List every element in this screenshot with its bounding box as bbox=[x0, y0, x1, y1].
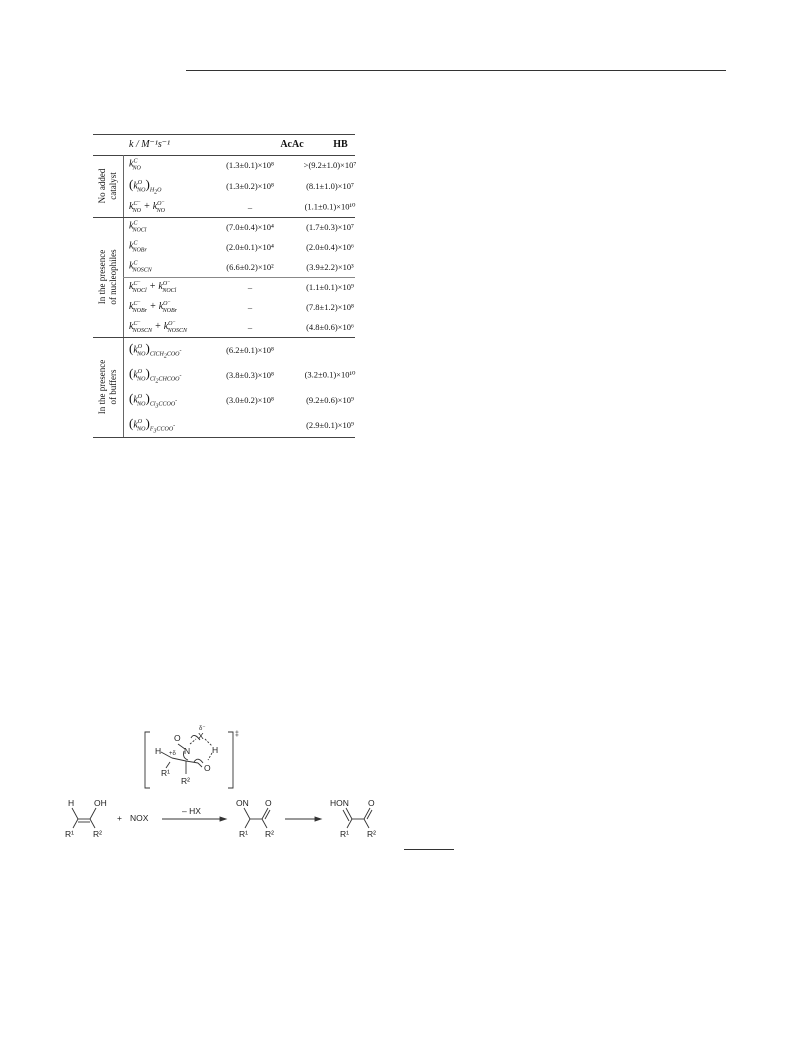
table-row bbox=[123, 362, 355, 387]
reaction-scheme bbox=[60, 726, 400, 841]
top-rule bbox=[186, 70, 726, 71]
hb-value: (4.8±0.6)×10⁶ bbox=[306, 322, 354, 332]
product-r1: R¹ bbox=[340, 829, 349, 839]
product-hon: HON bbox=[330, 798, 349, 808]
nox-reagent: NOX bbox=[130, 813, 149, 823]
oxime-product bbox=[343, 808, 372, 828]
rate-constant-symbol: $k^{C^-}_{NOCl} + k^{O^-}_{NOCl}$ bbox=[129, 280, 177, 295]
table-row bbox=[123, 412, 355, 437]
enol-hydrogen: H bbox=[68, 798, 75, 808]
acac-value: (7.0±0.4)×10⁴ bbox=[226, 222, 274, 232]
nitroso-intermediate bbox=[244, 808, 270, 828]
intermediate-r1: R¹ bbox=[239, 829, 248, 839]
rate-constant-symbol: $(k^O_{NO})_{Cl_2CHCOO^-}$ bbox=[129, 364, 182, 385]
table-row bbox=[123, 297, 355, 317]
acac-value: (3.0±0.2)×10⁸ bbox=[226, 394, 274, 405]
hb-value: (2.9±0.1)×10⁹ bbox=[306, 419, 354, 430]
table-row bbox=[123, 277, 355, 297]
table-row bbox=[123, 237, 355, 257]
product-labels bbox=[330, 798, 376, 839]
table-bottom-border bbox=[93, 437, 355, 438]
table-row bbox=[123, 197, 355, 217]
hb-value: (2.0±0.4)×10⁶ bbox=[306, 242, 354, 252]
acac-value: – bbox=[247, 302, 253, 312]
group-buffers bbox=[93, 337, 123, 437]
ts-r1: R¹ bbox=[161, 768, 170, 778]
acac-value: (6.6±0.2)×10² bbox=[226, 262, 274, 272]
table-row bbox=[123, 175, 355, 197]
product-r2: R² bbox=[367, 829, 376, 839]
scheme-drawing bbox=[60, 726, 400, 841]
reaction-arrow-2 bbox=[285, 817, 321, 821]
ts-x: X bbox=[198, 731, 204, 741]
product-oxygen: O bbox=[368, 798, 375, 808]
group-nucleophiles bbox=[93, 217, 123, 337]
table-row bbox=[123, 337, 355, 362]
hb-value: (3.9±2.2)×10³ bbox=[306, 262, 354, 272]
header-hb: HB bbox=[333, 139, 348, 150]
ts-r2: R² bbox=[181, 776, 190, 786]
intermediate-oxygen: O bbox=[265, 798, 272, 808]
rate-constant-symbol: $k^C_{NO}$ bbox=[129, 158, 141, 172]
rate-constants-table bbox=[93, 134, 355, 438]
table-row bbox=[123, 155, 355, 175]
intermediate-r2: R² bbox=[265, 829, 274, 839]
reaction-arrow-1 bbox=[162, 817, 226, 821]
enol-labels bbox=[65, 798, 201, 839]
ts-delta-plus: +δ bbox=[169, 751, 176, 757]
rate-constant-symbol: $(k^O_{NO})_{H_2O}$ bbox=[129, 176, 162, 196]
header-k-units: k / M⁻¹s⁻¹ bbox=[129, 139, 170, 150]
rate-constant-symbol: $k^C_{NOSCN}$ bbox=[129, 260, 152, 274]
group-label: No added catalyst bbox=[97, 168, 118, 204]
ts-oxygen: O bbox=[174, 733, 181, 743]
group-no-catalyst bbox=[93, 155, 123, 217]
acac-value: (1.3±0.1)×10⁸ bbox=[226, 160, 274, 170]
footnote-rule bbox=[404, 849, 454, 850]
table-row bbox=[123, 387, 355, 412]
plus-sign: + bbox=[117, 813, 122, 823]
rate-constant-symbol: $k^{C^-}_{NO} + k^{O^-}_{NO}$ bbox=[129, 200, 165, 215]
hb-value: (9.2±0.6)×10⁹ bbox=[306, 394, 354, 405]
intermediate-labels bbox=[236, 798, 274, 839]
ts-oxygen-right: O bbox=[204, 763, 211, 773]
rate-constant-symbol: $k^C_{NOBr}$ bbox=[129, 240, 147, 254]
table-row bbox=[123, 257, 355, 277]
intermediate-on: ON bbox=[236, 798, 249, 808]
enol-reactant bbox=[72, 808, 96, 828]
ts-hydrogen-right: H bbox=[212, 745, 219, 755]
rate-constant-symbol: $(k^O_{NO})_{Cl_3CCOO^-}$ bbox=[129, 389, 178, 410]
acac-value: (6.2±0.1)×10⁸ bbox=[226, 344, 274, 355]
acac-value: (2.0±0.1)×10⁴ bbox=[226, 242, 274, 252]
acac-value: (3.8±0.3)×10⁸ bbox=[226, 369, 274, 380]
acac-value: – bbox=[247, 202, 253, 212]
enol-r1: R¹ bbox=[65, 829, 74, 839]
acac-value: – bbox=[247, 282, 253, 292]
hb-value: >(9.2±1.0)×10⁷ bbox=[303, 160, 357, 170]
arrow-label: – HX bbox=[182, 806, 201, 816]
hb-value: (1.7±0.3)×10⁷ bbox=[306, 222, 354, 232]
hb-value: (1.1±0.1)×10¹⁰ bbox=[304, 201, 356, 212]
ts-nitrogen: N bbox=[184, 746, 191, 756]
acac-value: (1.3±0.2)×10⁸ bbox=[226, 181, 274, 191]
header-acac: AcAc bbox=[280, 139, 304, 150]
acac-value: – bbox=[247, 322, 253, 332]
hb-value: (7.8±1.2)×10⁸ bbox=[306, 302, 354, 312]
table-top-border bbox=[93, 134, 355, 135]
ts-delta-minus: δ⁻ bbox=[199, 726, 206, 732]
hb-value: (1.1±0.1)×10⁹ bbox=[306, 282, 354, 292]
enol-hydroxyl: OH bbox=[94, 798, 107, 808]
group-label: In the presence of nucleophiles bbox=[97, 249, 118, 305]
rate-constant-symbol: $(k^O_{NO})_{ClCH_2COO^-}$ bbox=[129, 339, 182, 360]
table-row bbox=[123, 217, 355, 237]
double-dagger-symbol: ‡ bbox=[235, 731, 239, 738]
rate-constant-symbol: $(k^O_{NO})_{F_3CCOO^-}$ bbox=[129, 414, 176, 435]
hb-value: (8.1±1.0)×10⁷ bbox=[306, 181, 354, 191]
table-row bbox=[123, 317, 355, 337]
hb-value: (3.2±0.1)×10¹⁰ bbox=[304, 369, 356, 379]
group-label: In the presence of buffers bbox=[97, 359, 118, 415]
enol-r2: R² bbox=[93, 829, 102, 839]
rate-constant-symbol: $k^{C^-}_{NOBr} + k^{O^-}_{NOBr}$ bbox=[129, 300, 177, 315]
rate-constant-symbol: $k^C_{NOCl}$ bbox=[129, 220, 147, 234]
ts-hydrogen-left: H bbox=[155, 746, 162, 756]
rate-constant-symbol: $k^{C^-}_{NOSCN} + k^{O^-}_{NOSCN}$ bbox=[129, 320, 187, 335]
